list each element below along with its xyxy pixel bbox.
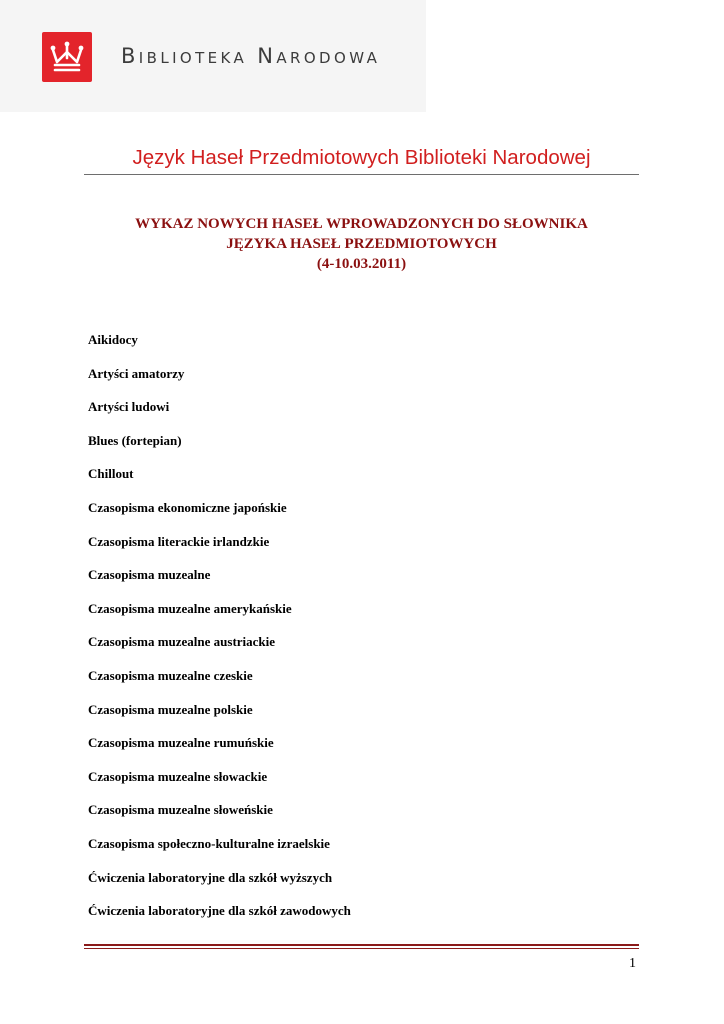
list-item: Czasopisma muzealne słowackie	[88, 768, 268, 784]
list-item: Czasopisma muzealne	[88, 567, 211, 583]
list-item: Czasopisma literackie irlandzkie	[88, 533, 270, 549]
list-item: Czasopisma muzealne polskie	[88, 701, 253, 717]
header-band	[0, 0, 426, 112]
list-item: Czasopisma muzealne amerykańskie	[88, 600, 292, 616]
list-item: Czasopisma ekonomiczne japońskie	[88, 499, 287, 515]
crown-icon	[42, 32, 92, 82]
title-divider	[84, 174, 639, 175]
list-item: Czasopisma muzealne rumuńskie	[88, 735, 274, 751]
list-item: Czasopisma muzealne austriackie	[88, 634, 276, 650]
page-number: 1	[629, 956, 636, 971]
heading-line: JĘZYKA HASEŁ PRZEDMIOTOWYCH	[226, 236, 497, 252]
list-item: Ćwiczenia laboratoryjne dla szkół zawodowych	[88, 903, 351, 919]
list-item: Blues (fortepian)	[88, 432, 182, 448]
list-item: Ćwiczenia laboratoryjne dla szkół wyższych	[88, 869, 333, 885]
term-list	[88, 330, 351, 935]
heading-line: WYKAZ NOWYCH HASEŁ WPROWADZONYCH DO SŁOWNIKA	[135, 216, 588, 232]
list-item: Chillout	[88, 466, 134, 482]
heading-line: (4-10.03.2011)	[316, 256, 407, 272]
list-item: Aikidocy	[88, 332, 138, 347]
list-item: Czasopisma muzealne czeskie	[88, 667, 253, 683]
list-item: Artyści ludowi	[88, 399, 170, 415]
list-item: Artyści amatorzy	[88, 365, 185, 381]
document-title: Język Haseł Przedmiotowych Biblioteki Narodowej	[132, 146, 591, 169]
footer-divider	[84, 944, 639, 949]
list-item: Czasopisma społeczno-kulturalne izraelskie	[88, 835, 330, 851]
logo-text: Biblioteka Narodowa	[121, 44, 381, 68]
list-heading	[84, 214, 639, 274]
list-item: Czasopisma muzealne słoweńskie	[88, 802, 273, 818]
